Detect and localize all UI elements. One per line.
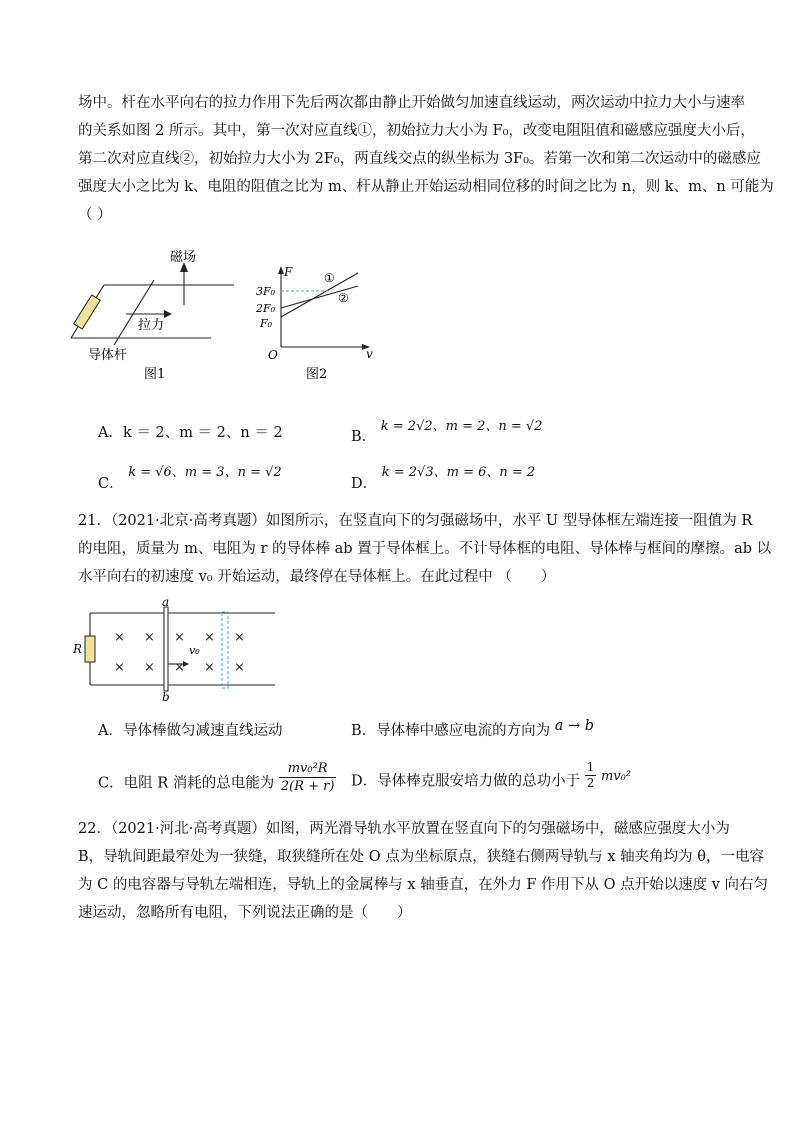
- fig2-line1-label: ①: [324, 271, 335, 285]
- q20-option-d-math: k = 2√3、m = 6、n = 2: [381, 465, 536, 480]
- q20-option-d[interactable]: [351, 464, 536, 492]
- q21-cross: ×: [174, 660, 185, 675]
- q20-line: 的关系如图 2 所示。其中，第一次对应直线①，初始拉力大小为 F₀，改变电阻阻值和磁感应强度大小后，: [78, 123, 755, 139]
- fig2-y-axis: F: [284, 265, 293, 279]
- q21-rod-bottom-label: b: [162, 690, 170, 702]
- q21-cross: ×: [234, 630, 245, 645]
- q21-option-b[interactable]: [351, 719, 594, 740]
- q21-option-c-text: C．电阻 R 消耗的总电能为: [98, 775, 275, 792]
- q22-line: 速运动，忽略所有电阻，下列说法正确的是（ ）: [78, 905, 412, 921]
- q21-cross: ×: [174, 630, 185, 645]
- q20-option-c-letter: C．: [98, 476, 124, 492]
- fig1-rod-label: 导体杆: [88, 348, 128, 363]
- q20-line: 第二次对应直线②，初始拉力大小为 2F₀，两直线交点的纵坐标为 3F₀。若第一次和第二次运动中的磁感应: [78, 151, 761, 167]
- fig1-field-label: 磁场: [170, 250, 197, 265]
- q21-line: 的电阻，质量为 m、电阻为 r 的导体棒 ab 置于导体框上。不计导体框的电阻、导体棒与框间的摩擦。ab 以: [78, 541, 772, 557]
- q21-option-d-text: D．导体棒克服安培力做的总功小于: [351, 773, 581, 790]
- q21-velocity-label: v₀: [189, 644, 200, 657]
- q21-option-d-math: mv₀²: [600, 768, 632, 784]
- q20-option-d-letter: D．: [351, 476, 378, 492]
- q21-cross: ×: [144, 630, 155, 645]
- q20-option-b[interactable]: [351, 419, 543, 445]
- q21-figure: [70, 598, 280, 702]
- q20-line: （ ）: [78, 207, 112, 223]
- q21-cross: ×: [114, 630, 125, 645]
- q20-option-b-math: k = 2√2、m = 2、n = √2: [380, 419, 543, 434]
- q21-option-d-denominator: 2: [586, 776, 595, 790]
- q21-text: [78, 507, 772, 591]
- q21-option-b-math: a → b: [554, 718, 595, 734]
- q21-option-a-text: A．导体棒做匀减速直线运动: [98, 723, 283, 739]
- q21-cross: ×: [204, 660, 215, 675]
- fig2-tick-f0: F₀: [260, 317, 273, 330]
- q21-line: 21．（2021·北京·高考真题）如图所示，在竖直向下的匀强磁场中，水平 U 型导体框左端连接一阻值为 R: [78, 513, 753, 529]
- fig2-x-axis: v: [366, 347, 373, 361]
- q21-option-c-numerator: mv₀²R: [279, 760, 337, 778]
- q21-option-c-fraction: [279, 760, 337, 795]
- q20-line: 场中。杆在水平向右的拉力作用下先后两次都由静止开始做匀加速直线运动，两次运动中拉力大小与速率: [78, 95, 745, 111]
- q20-option-a-text: A．k ＝ 2、m ＝ 2、n ＝ 2: [98, 425, 283, 441]
- q20-option-a[interactable]: [98, 421, 283, 442]
- q20-figure-2: [254, 262, 384, 386]
- q20-option-c-math: k = √6、m = 3、n = √2: [128, 465, 282, 480]
- q21-option-a[interactable]: [98, 719, 282, 740]
- q20-option-b-letter: B．: [351, 429, 377, 445]
- q20-line: 强度大小之比为 k、电阻的阻值之比为 m、杆从静止开始运动相同位移的时间之比为 n，则 k、m、n 可能为: [78, 179, 774, 195]
- q21-option-c[interactable]: [98, 761, 336, 801]
- q21-cross: ×: [234, 660, 245, 675]
- q21-option-d-numerator: 1: [586, 760, 595, 774]
- q21-resistor-label: R: [73, 642, 83, 656]
- q21-option-d[interactable]: [351, 760, 632, 797]
- q22-line: 22．（2021·河北·高考真题）如图，两光滑导轨水平放置在竖直向下的匀强磁场中，磁感应强度大小为: [78, 821, 730, 837]
- fig2-caption: 图2: [306, 367, 328, 382]
- fig1-force-label: 拉力: [138, 318, 165, 333]
- q20-figure-1: [66, 250, 246, 386]
- q22-line: 为 C 的电容器与导轨左端相连，导轨上的金属棒与 x 轴垂直，在外力 F 作用下从 O 点开始以速度 v 向右匀: [78, 877, 768, 893]
- fig2-tick-2f0: 2F₀: [256, 302, 276, 315]
- q21-cross: ×: [204, 630, 215, 645]
- fig2-tick-3f0: 3F₀: [256, 285, 276, 298]
- q21-cross: ×: [144, 660, 155, 675]
- q22-text: [78, 815, 768, 927]
- q21-line: 水平向右的初速度 v₀ 开始运动，最终停在导体框上。在此过程中 （ ）: [78, 569, 556, 585]
- q22-line: B，导轨间距最窄处为一狭缝，取狭缝所在处 O 点为坐标原点，狭缝右侧两导轨与 x 轴夹角均为 θ，一电容: [78, 849, 764, 865]
- fig2-line2-label: ②: [338, 291, 349, 305]
- q21-option-c-denominator: 2(R + r): [280, 779, 335, 794]
- q21-cross: ×: [114, 660, 125, 675]
- fig1-caption: 图1: [144, 367, 166, 382]
- q20-text: [78, 89, 774, 229]
- q21-rod-top-label: a: [162, 598, 170, 609]
- q21-option-b-text: B．导体棒中感应电流的方向为: [351, 723, 551, 739]
- q21-option-d-fraction: [585, 760, 597, 791]
- q20-option-c[interactable]: [98, 464, 282, 492]
- fig2-origin: O: [268, 348, 278, 362]
